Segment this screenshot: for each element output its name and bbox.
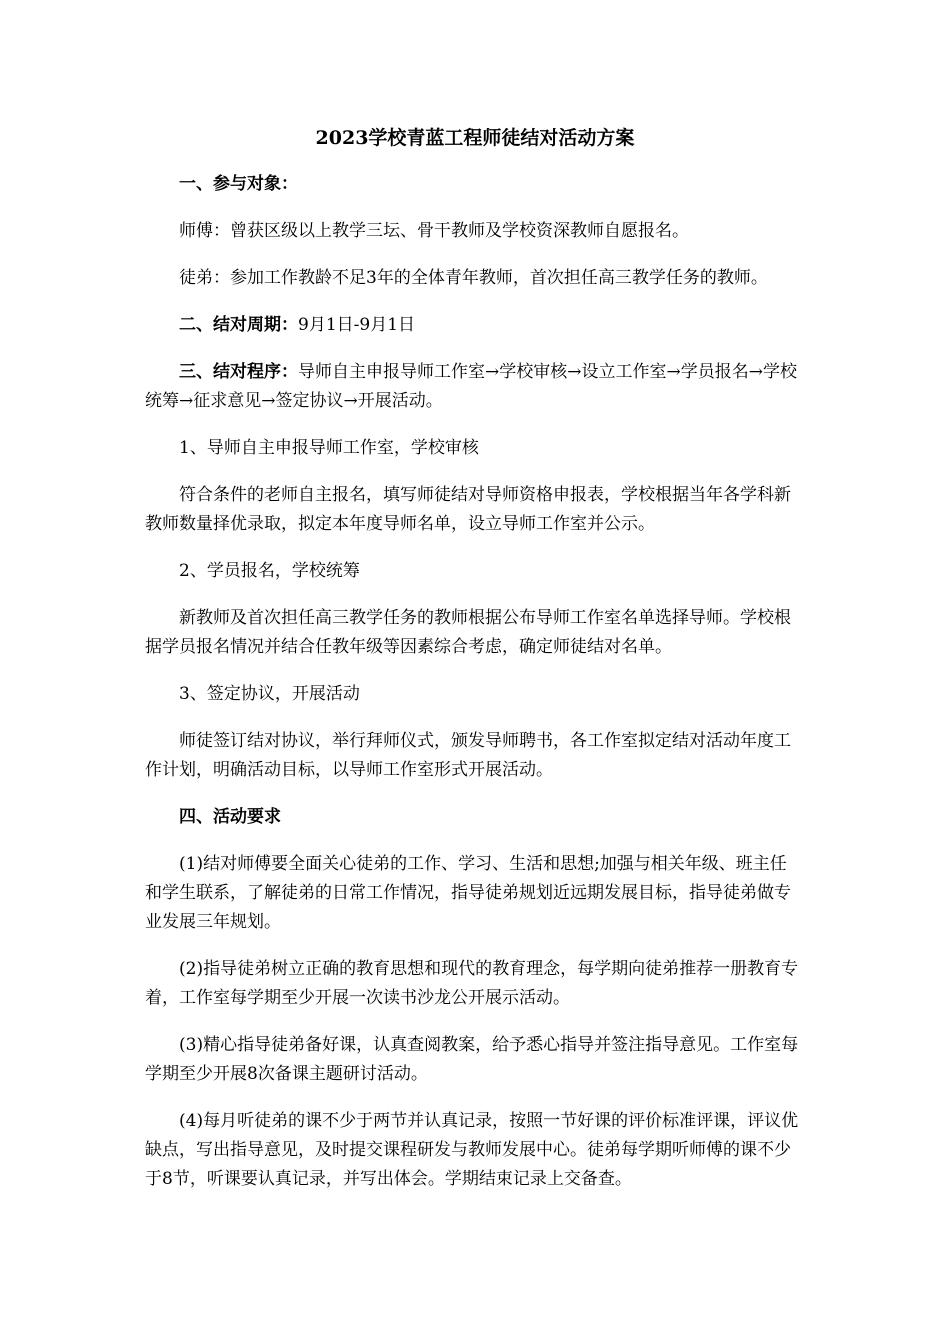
section-1-master: 师傅：曾获区级以上教学三坛、骨干教师及学校资深教师自愿报名。 — [179, 221, 689, 241]
document-body — [145, 170, 801, 1212]
section-4-requirement-3: (3)精心指导徒弟备好课，认真查阅教案，给予悉心指导并签注指导意见。工作室每学期至少开展8次备课主题研讨活动。 — [145, 1035, 799, 1084]
section-3-text: 导师自主申报导师工作室→学校审核→设立工作室→学员报名→学校统筹→征求意见→签定协议→开展活动。 — [145, 362, 797, 411]
section-3-item-2-text: 新教师及首次担任高三教学任务的教师根据公布导师工作室名单选择导师。学校根据学员报名情况并结合任教年级等因素综合考虑，确定师徒结对名单。 — [145, 608, 791, 657]
section-4-requirement-2: (2)指导徒弟树立正确的教育思想和现代的教育理念，每学期向徒弟推荐一册教育专着，工作室每学期至少开展一次读书沙龙公开展示活动。 — [145, 959, 799, 1008]
section-3-item-3-text: 师徒签订结对协议，举行拜师仪式，颁发导师聘书，各工作室拟定结对活动年度工作计划，明确活动目标，以导师工作室形式开展活动。 — [145, 731, 791, 780]
section-1-heading: 一、参与对象： — [179, 174, 298, 194]
section-4-heading: 四、活动要求 — [179, 807, 281, 827]
section-3-item-3-title: 3、签定协议，开展活动 — [179, 684, 360, 704]
document-title: 2023学校青蓝工程师徒结对活动方案 — [315, 127, 635, 149]
section-3-item-1-title: 1、导师自主申报导师工作室，学校审核 — [179, 438, 479, 458]
section-3-heading: 三、结对程序： — [179, 362, 298, 382]
section-2-heading: 二、结对周期： — [179, 315, 298, 335]
section-4-requirement-4: (4)每月听徒弟的课不少于两节并认真记录，按照一节好课的评价标准评课，评议优缺点，写出指导意见，及时提交课程研发与教师发展中心。徒弟每学期听师傅的课不少于8节，听课要认真记录，并写出体会。学期结束记录上交备查。 — [145, 1111, 799, 1189]
section-3 — [145, 358, 801, 416]
section-1-apprentice: 徒弟：参加工作教龄不足3年的全体青年教师，首次担任高三教学任务的教师。 — [179, 268, 768, 288]
section-2 — [145, 311, 801, 340]
section-3-item-1-text: 符合条件的老师自主报名，填写师徒结对导师资格申报表，学校根据当年各学科新教师数量择优录取，拟定本年度导师名单，设立导师工作室并公示。 — [145, 485, 791, 534]
section-4-requirement-1: (1)结对师傅要全面关心徒弟的工作、学习、生活和思想;加强与相关年级、班主任和学生联系，了解徒弟的日常工作情况，指导徒弟规划近远期发展目标，指导徒弟做专业发展三年规划。 — [145, 854, 791, 932]
section-3-item-2-title: 2、学员报名，学校统筹 — [179, 561, 360, 581]
section-2-text: 9月1日-9月1日 — [298, 315, 416, 335]
